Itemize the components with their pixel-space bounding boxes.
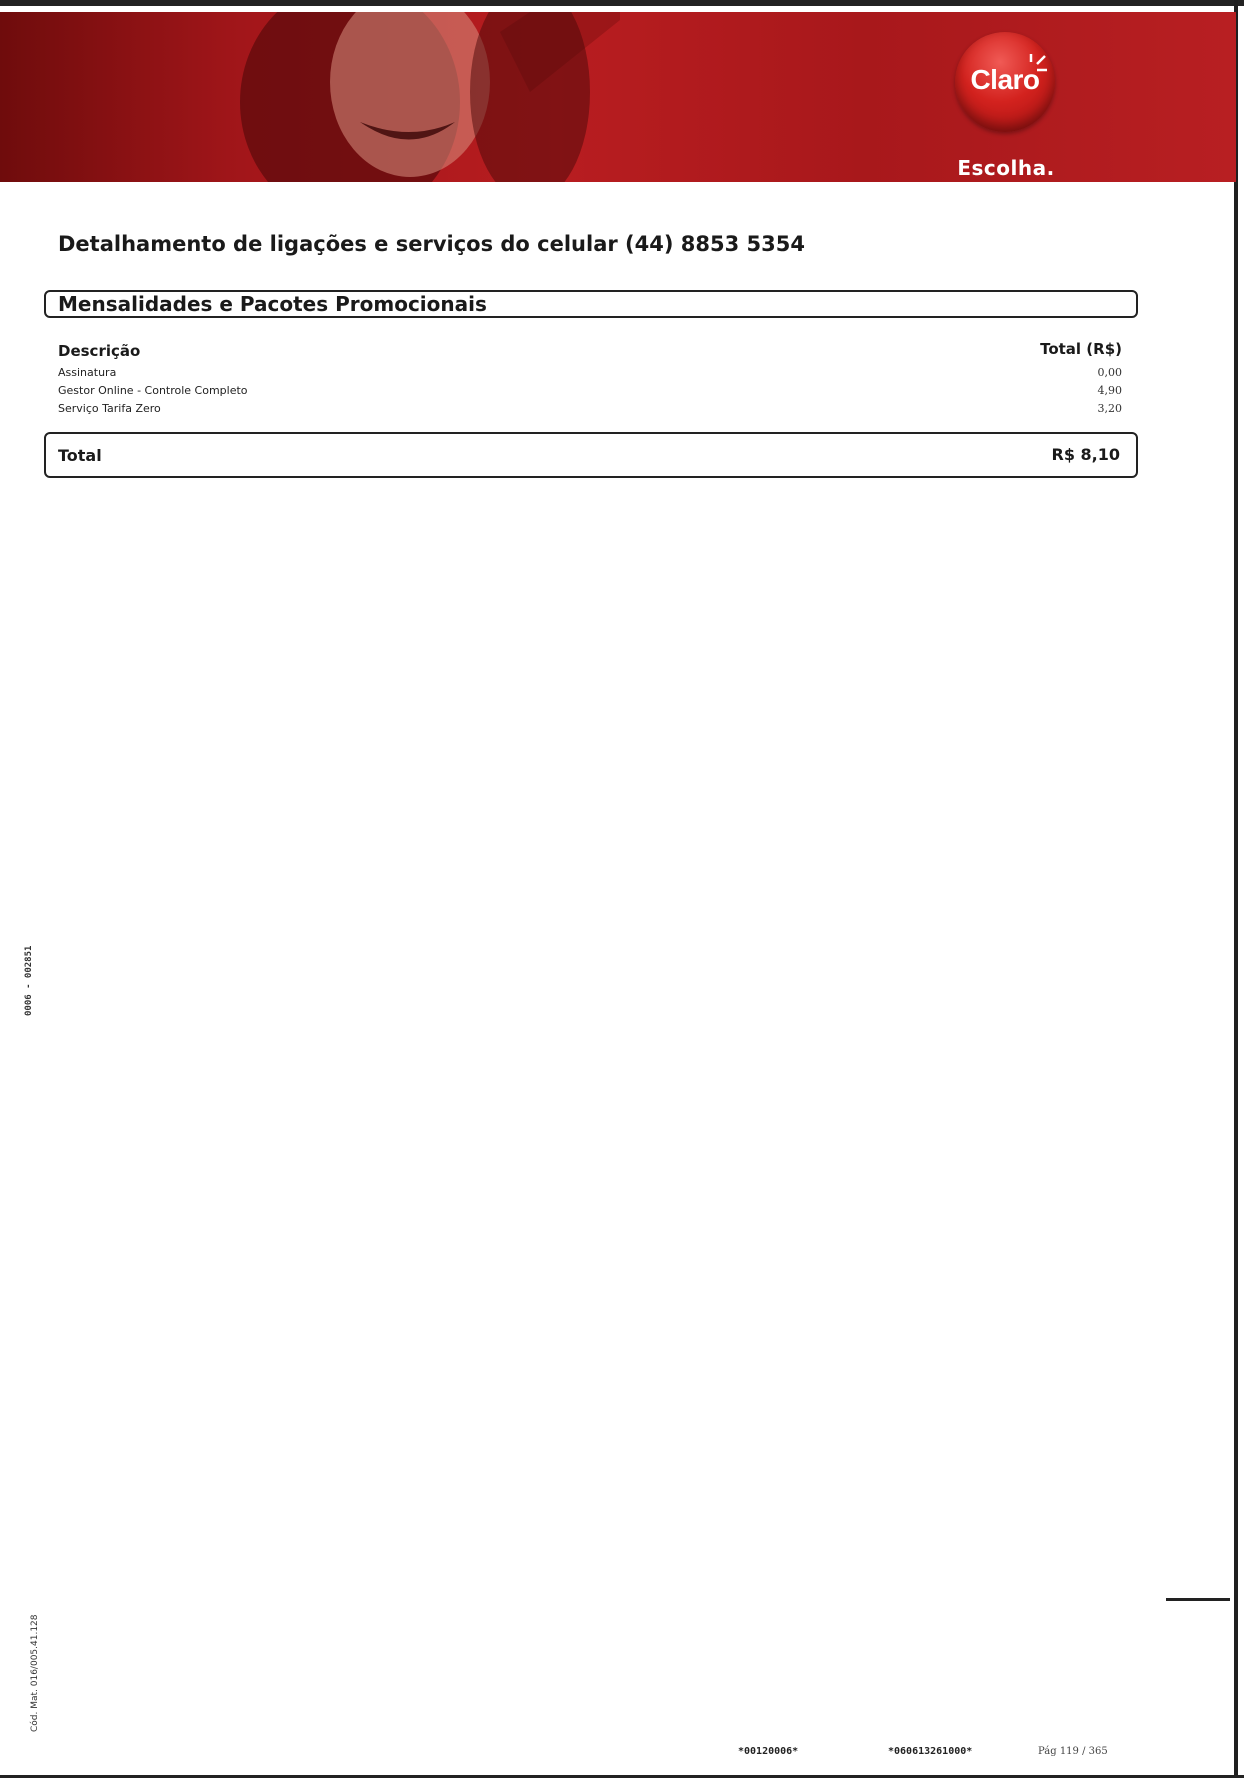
section-title: Mensalidades e Pacotes Promocionais — [58, 292, 487, 316]
page-title: Detalhamento de ligações e serviços do celular (44) 8853 5354 — [58, 232, 805, 256]
brand-tagline: Escolha. — [957, 156, 1055, 180]
header-banner — [0, 12, 1236, 182]
column-header-total: Total (R$) — [1040, 340, 1122, 358]
footer-page-number: Pág 119 / 365 — [1038, 1746, 1108, 1757]
right-border — [1234, 0, 1238, 1778]
side-code-document: 0006 - 002851 — [24, 945, 34, 1016]
row-label-gestor-online: Gestor Online - Controle Completo — [58, 384, 248, 397]
row-value-gestor-online: 4,90 — [1097, 384, 1122, 397]
total-label: Total — [58, 446, 102, 465]
banner-photo — [200, 12, 620, 182]
total-box — [44, 432, 1138, 478]
section-header-box — [44, 290, 1138, 318]
footer-code-2: *060613261000* — [888, 1746, 973, 1757]
row-label-tarifa-zero: Serviço Tarifa Zero — [58, 402, 161, 415]
footer-code-1: *00120006* — [738, 1746, 799, 1757]
row-value-tarifa-zero: 3,20 — [1097, 402, 1122, 415]
column-header-description: Descrição — [58, 342, 141, 360]
claro-logo — [955, 32, 1055, 132]
claro-rays-icon — [1025, 52, 1049, 76]
row-label-assinatura: Assinatura — [58, 366, 117, 379]
row-value-assinatura: 0,00 — [1097, 366, 1122, 379]
side-code-material: Cód. Mat. 016/005.41.128 — [30, 1614, 40, 1732]
top-border — [0, 0, 1244, 6]
margin-rule — [1166, 1598, 1230, 1601]
claro-logo-text: Claro — [970, 64, 1040, 95]
total-value: R$ 8,10 — [1051, 445, 1120, 464]
